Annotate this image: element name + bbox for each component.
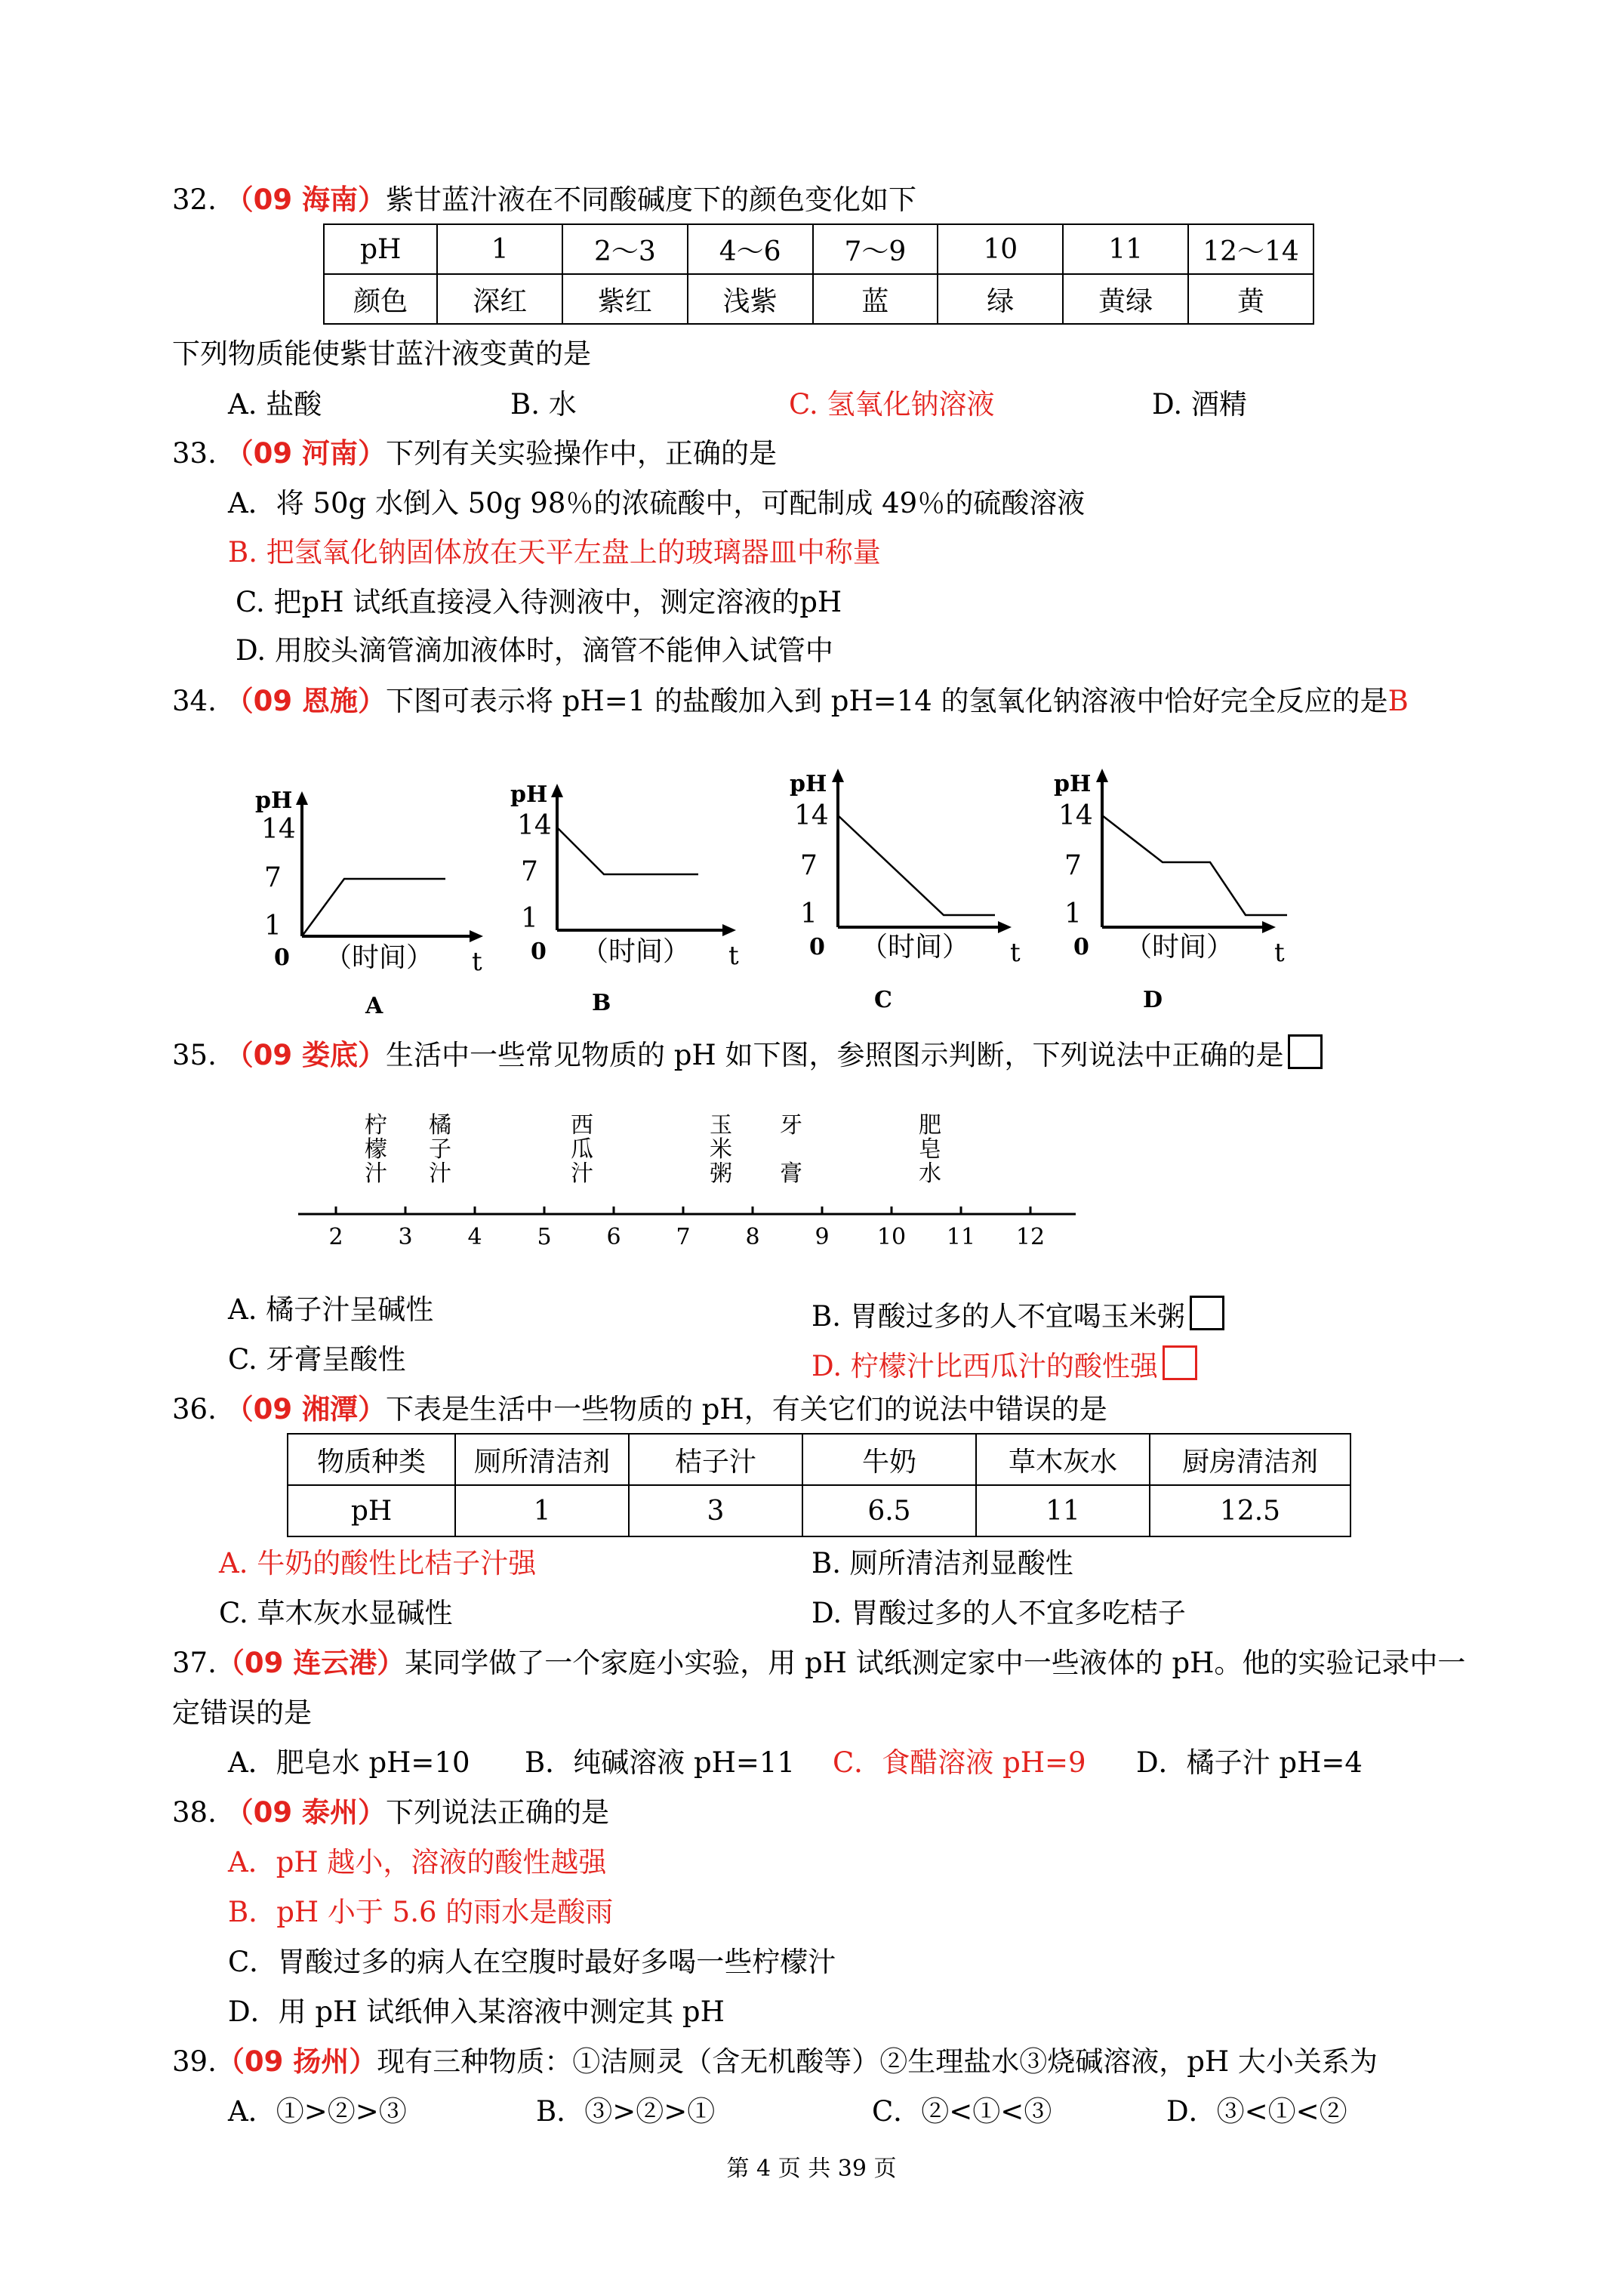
q36-cell: 物质种类 — [288, 1434, 455, 1485]
q39-option-d: D．③<①<② — [1166, 2095, 1347, 2128]
q35-tick-labels — [328, 1224, 1045, 1250]
q38-stem — [172, 1796, 609, 1829]
q38-option-d: D．用 pH 试纸伸入某溶液中测定其 pH — [228, 1996, 725, 2028]
graph-d-origin: 0 — [1073, 934, 1089, 960]
q32-option-b: B. 水 — [510, 388, 577, 421]
graph-b-y14: 14 — [517, 810, 552, 841]
graph-a-y14: 14 — [261, 814, 296, 845]
q32-cell: 绿 — [938, 274, 1063, 324]
graph-d-y14: 14 — [1058, 800, 1093, 831]
graph-b-xlabel: （时间） — [581, 936, 691, 967]
tick-label: 12 — [1015, 1224, 1046, 1250]
q32-cell: 11 — [1063, 224, 1188, 274]
substance-toothpaste: 牙膏 — [780, 1112, 802, 1187]
q35-option-c: C. 牙膏呈酸性 — [228, 1343, 406, 1376]
q38-text: 下列说法正确的是 — [385, 1796, 609, 1829]
q35-option-d: D. 柠檬汁比西瓜汁的酸性强 — [812, 1350, 1158, 1382]
graph-b-y1: 1 — [521, 903, 538, 934]
q32-stem — [172, 183, 916, 216]
q36-cell: 草木灰水 — [976, 1434, 1150, 1485]
tick-label: 5 — [537, 1224, 552, 1250]
q32-option-c: C. 氢氧化钠溶液 — [789, 388, 995, 421]
q35-option-b-line — [812, 1296, 1224, 1333]
graph-c-y14: 14 — [794, 800, 829, 831]
q32-cell: 紫红 — [562, 274, 688, 324]
graph-d-label: D — [1143, 987, 1163, 1013]
q37-option-d: D．橘子汁 pH=4 — [1136, 1746, 1363, 1779]
graph-d-xlabel: （时间） — [1125, 932, 1234, 963]
q36-cell: 3 — [629, 1485, 802, 1536]
q34-graphs — [0, 755, 1623, 1042]
q34-source: （09 恩施） — [225, 685, 386, 717]
q32-cell: pH — [324, 224, 437, 274]
graph-d-y7: 7 — [1064, 850, 1082, 881]
q37-text-continued: 定错误的是 — [172, 1697, 312, 1729]
graph-b-origin: 0 — [531, 938, 547, 965]
q39-option-a: A．①>②>③ — [228, 2095, 407, 2128]
q33-option-d: D. 用胶头滴管滴加液体时，滴管不能伸入试管中 — [236, 634, 833, 667]
q36-option-b: B. 厕所清洁剂显酸性 — [812, 1547, 1073, 1579]
q37-stem — [172, 1649, 1465, 1677]
q35-source: （09 娄底） — [225, 1039, 386, 1071]
q33-option-a: A．将 50g 水倒入 50g 98％的浓硫酸中，可配制成 49％的硫酸溶液 — [228, 487, 1086, 519]
graph-c-ylabel: pH — [790, 771, 827, 797]
q35-number: 35. — [172, 1039, 217, 1071]
substance-soap: 肥皂水 — [919, 1112, 941, 1187]
q32-cell: 浅紫 — [688, 274, 813, 324]
q38-option-b: B．pH 小于 5.6 的雨水是酸雨 — [228, 1896, 614, 1928]
q37-option-a: A．肥皂水 pH=10 — [228, 1746, 470, 1779]
graph-a-y7: 7 — [264, 862, 282, 893]
q32-cell: 10 — [938, 224, 1063, 274]
graph-d — [1054, 769, 1287, 1013]
graph-a-xunit: t — [472, 947, 482, 977]
q35-option-a: A. 橘子汁呈碱性 — [228, 1293, 434, 1326]
q36-cell: 桔子汁 — [629, 1434, 802, 1485]
q36-source: （09 湘潭） — [225, 1393, 386, 1425]
q33-text: 下列有关实验操作中，正确的是 — [385, 437, 777, 470]
page-number: 第 4 页 共 39 页 — [726, 2156, 897, 2182]
q35-text: 生活中一些常见物质的 pH 如下图，参照图示判断，下列说法中正确的是 — [385, 1039, 1284, 1071]
graph-a-label: A — [365, 993, 383, 1019]
q36-cell: 12.5 — [1150, 1485, 1350, 1536]
graph-b-label: B — [592, 990, 611, 1016]
tick-label: 2 — [328, 1224, 343, 1250]
q35-option-d-line — [812, 1345, 1197, 1380]
q36-stem — [172, 1395, 1107, 1423]
graph-b — [510, 781, 739, 1016]
q38-source: （09 泰州） — [225, 1796, 386, 1829]
q36-option-d: D. 胃酸过多的人不宜多吃桔子 — [812, 1597, 1186, 1629]
tick-label: 10 — [876, 1224, 907, 1250]
q39-option-c: C．②<①<③ — [872, 2095, 1052, 2128]
tick-label: 6 — [606, 1224, 621, 1250]
q32-cell: 7～9 — [813, 224, 938, 274]
q32-text: 紫甘蓝汁液在不同酸碱度下的颜色变化如下 — [385, 183, 916, 216]
q32-cell: 蓝 — [813, 274, 938, 324]
graph-c-xlabel: （时间） — [861, 932, 970, 963]
q32-cell: 颜色 — [324, 274, 437, 324]
tick-label: 9 — [815, 1224, 830, 1250]
q32-cell: 黄 — [1188, 274, 1313, 324]
graph-d-y1: 1 — [1064, 898, 1082, 929]
q32-option-a: A. 盐酸 — [228, 388, 322, 421]
q32-cell: 1 — [437, 224, 562, 274]
graph-c-y1: 1 — [800, 898, 818, 929]
q36-text: 下表是生活中一些物质的 pH，有关它们的说法中错误的是 — [385, 1393, 1107, 1425]
answer-box — [1190, 1296, 1224, 1330]
q35-stem — [172, 1034, 1323, 1069]
q33-option-c: C. 把pH 试纸直接浸入待测液中，测定溶液的pH — [236, 586, 842, 618]
q37-option-c: C．食醋溶液 pH=9 — [833, 1746, 1086, 1779]
q33-number: 33. — [172, 437, 217, 470]
substance-orange: 橘子汁 — [429, 1112, 451, 1187]
q33-stem — [172, 437, 777, 470]
q35-substance-labels — [365, 1112, 941, 1187]
q36-cell: 厨房清洁剂 — [1150, 1434, 1350, 1485]
tick-label: 4 — [467, 1224, 482, 1250]
q39-option-b: B．③>②>① — [536, 2095, 716, 2128]
q35-option-b: B. 胃酸过多的人不宜喝玉米粥 — [812, 1300, 1185, 1333]
q37-number: 37. — [172, 1647, 217, 1679]
tick-label: 11 — [946, 1224, 976, 1250]
q36-ph-table — [287, 1433, 1351, 1537]
graph-d-xunit: t — [1274, 938, 1285, 968]
q36-cell: 1 — [455, 1485, 629, 1536]
tick-label: 8 — [745, 1224, 760, 1250]
q32-cell: 12～14 — [1188, 224, 1313, 274]
q36-option-c: C. 草木灰水显碱性 — [219, 1597, 453, 1629]
graph-b-ylabel: pH — [510, 781, 548, 808]
substance-watermelon: 西瓜汁 — [571, 1112, 593, 1187]
q36-cell: 厕所清洁剂 — [455, 1434, 629, 1485]
tick-label: 3 — [398, 1224, 413, 1250]
graph-b-xunit: t — [728, 941, 739, 971]
q32-number: 32. — [172, 183, 217, 216]
q32-option-d: D. 酒精 — [1152, 388, 1247, 421]
q37-text: 某同学做了一个家庭小实验，用 pH 试纸测定家中一些液体的 pH。他的实验记录中一 — [405, 1647, 1466, 1679]
q32-source: （09 海南） — [225, 183, 386, 216]
q32-cell: 黄绿 — [1063, 274, 1188, 324]
graph-b-y7: 7 — [521, 856, 538, 887]
graph-a-y1: 1 — [264, 911, 282, 942]
q39-text: 现有三种物质：①洁厕灵（含无机酸等）②生理盐水③烧碱溶液，pH 大小关系为 — [377, 2045, 1378, 2078]
q32-cell: 4～6 — [688, 224, 813, 274]
q34-answer: B — [1387, 685, 1409, 717]
tick-label: 7 — [676, 1224, 691, 1250]
substance-corn: 玉米粥 — [710, 1112, 732, 1187]
q36-number: 36. — [172, 1393, 217, 1425]
graph-a — [255, 787, 483, 1019]
q34-number: 34. — [172, 685, 217, 717]
q37-option-b: B．纯碱溶液 pH=11 — [525, 1746, 795, 1779]
q37-source: （09 连云港） — [216, 1647, 405, 1679]
graph-a-ylabel: pH — [255, 787, 293, 814]
q36-cell: 11 — [976, 1485, 1150, 1536]
answer-box — [1288, 1034, 1323, 1069]
q39-stem — [172, 2045, 1378, 2078]
graph-d-ylabel: pH — [1054, 771, 1092, 797]
graph-a-xlabel: （时间） — [325, 942, 434, 973]
q36-cell: pH — [288, 1485, 455, 1536]
q38-option-c: C．胃酸过多的病人在空腹时最好多喝一些柠檬汁 — [228, 1946, 836, 1978]
q36-cell: 6.5 — [802, 1485, 976, 1536]
substance-lemon: 柠檬汁 — [365, 1112, 387, 1187]
q32-cell: 2～3 — [562, 224, 688, 274]
graph-c-y7: 7 — [800, 850, 818, 881]
graph-c — [790, 769, 1021, 1013]
q32-color-table — [323, 223, 1314, 325]
q36-option-a: A. 牛奶的酸性比桔子汁强 — [219, 1547, 537, 1579]
q32-cell: 深红 — [437, 274, 562, 324]
q39-number: 39. — [172, 2045, 217, 2078]
q33-option-b: B. 把氢氧化钠固体放在天平左盘上的玻璃器皿中称量 — [228, 536, 881, 569]
q34-text: 下图可表示将 pH=1 的盐酸加入到 pH=14 的氢氧化钠溶液中恰好完全反应的是 — [385, 685, 1388, 717]
q39-source: （09 扬州） — [216, 2045, 377, 2078]
q32-follow: 下列物质能使紫甘蓝汁液变黄的是 — [172, 337, 591, 370]
q36-cell: 牛奶 — [802, 1434, 976, 1485]
q38-option-a: A．pH 越小，溶液的酸性越强 — [228, 1846, 607, 1878]
graph-c-label: C — [874, 987, 892, 1013]
graph-a-origin: 0 — [274, 945, 290, 971]
q38-number: 38. — [172, 1796, 217, 1829]
q34-stem — [172, 687, 1409, 715]
graph-c-origin: 0 — [809, 934, 825, 960]
q33-source: （09 河南） — [225, 437, 386, 470]
answer-box — [1163, 1345, 1197, 1380]
q35-ph-scale — [0, 1102, 1623, 1299]
graph-c-xunit: t — [1010, 938, 1021, 968]
